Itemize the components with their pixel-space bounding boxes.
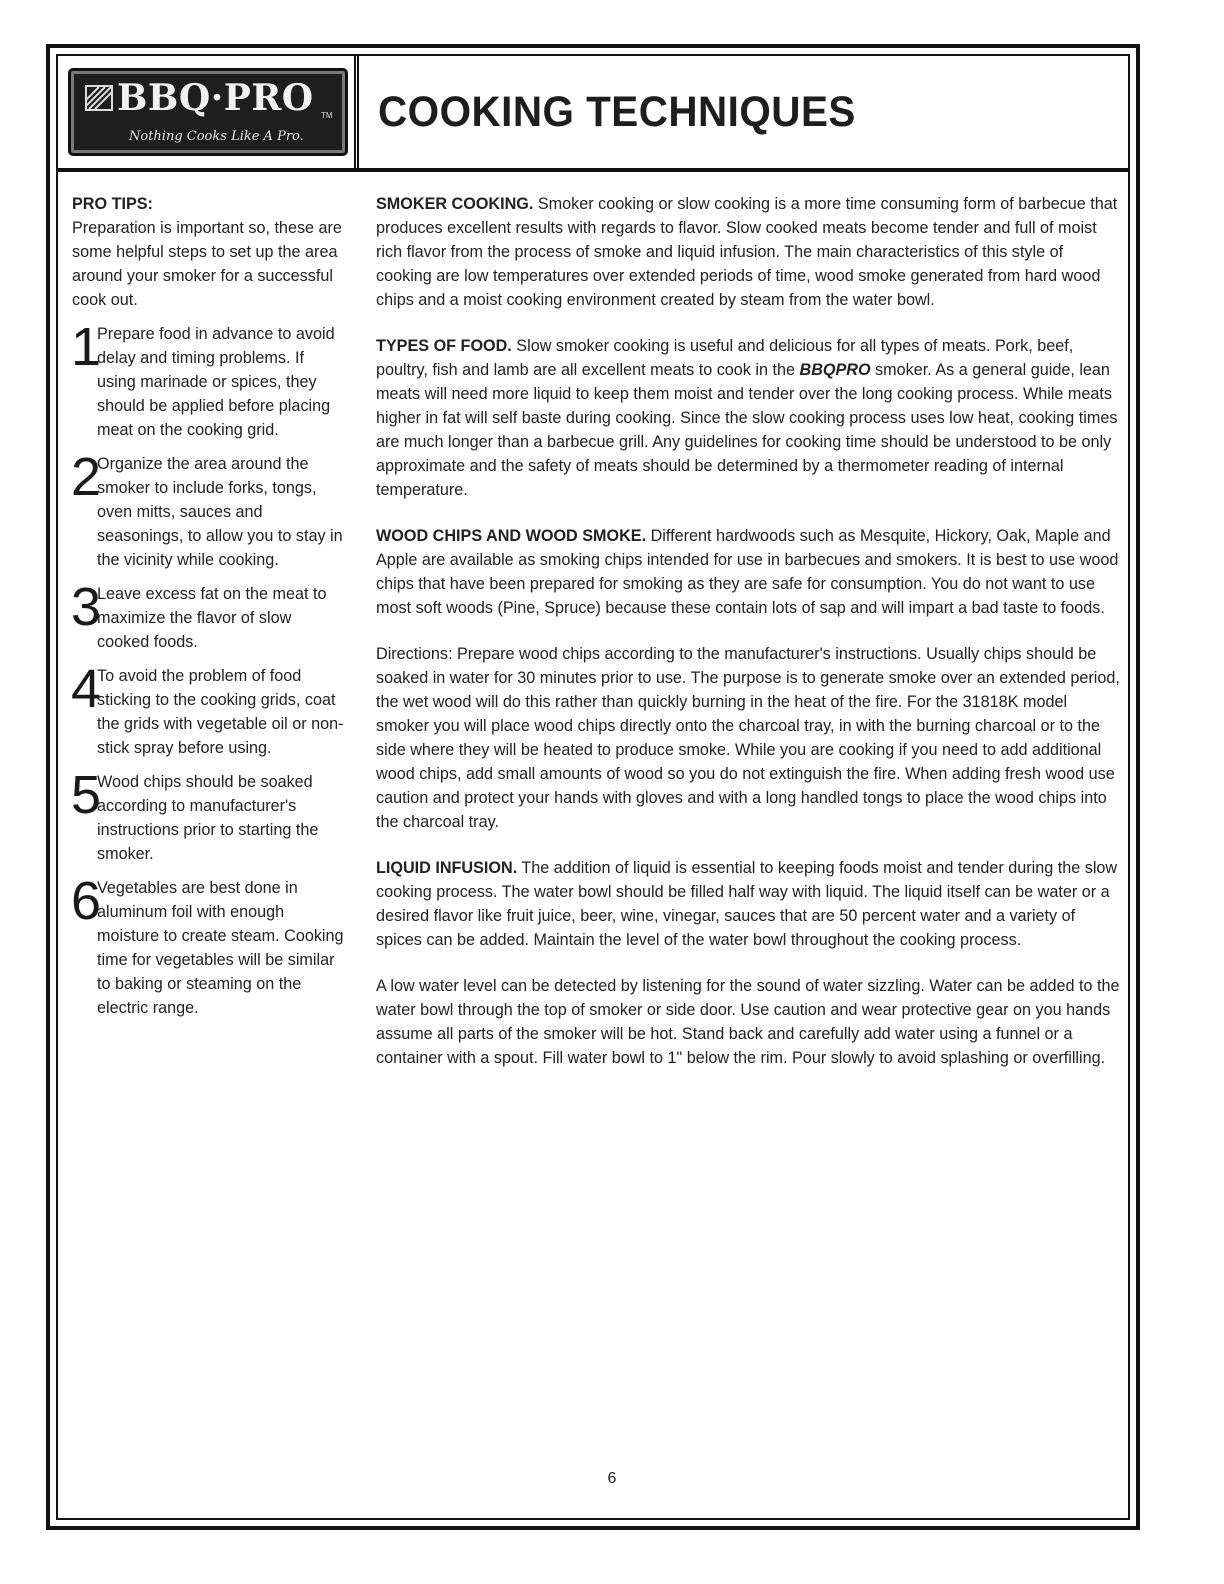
logo-wordmark: BBQ·PRO: [117, 77, 314, 119]
tip-item: [71, 871, 344, 1020]
wood-chips-section: [376, 524, 1122, 620]
pro-tips-intro: Preparation is important so, these are some helpful steps to set up the area around your smoker for a successful cook out.: [72, 219, 342, 309]
tip-item: [71, 659, 344, 760]
directions-paragraph: Directions: Prepare wood chips according to the manufacturer's instructions. Usually chips should be soaked in water for 30 minutes prior to use. The purpose is to generate smoke over an extended period, the wet wood will do this rather than quickly burning in the heat of the fire. For the 31818K model smoker you will place wood chips directly onto the charcoal tray, in with the burning charcoal or to the side where they will be heated to produce smoke. While you are cooking if you need to add additional wood chips, add small amounts of wood so you do not extinguish the fire. When adding fresh wood use caution and protect your hands with gloves and with a long handled tongs to place the wood chips into the charcoal tray.: [376, 645, 1120, 831]
tip-text: Prepare food in advance to avoid delay and timing problems. If using marinade or spices, they should be applied before placing meat on the cooking grid.: [97, 325, 335, 439]
tip-text: Organize the area around the smoker to include forks, tongs, oven mitts, sauces and seasonings, to allow you to stay in the vicinity while cooking.: [97, 455, 343, 569]
tip-item: [71, 765, 344, 866]
section-body-continued: smoker. As a general guide, lean meats will need more liquid to keep them moist and tender over the long cooking process. While meats higher in fat will self baste during cooking. Since the slow cooking process uses low heat, cooking times are much longer than a barbecue grill. Any guidelines for cooking time should be understood to be only approximate and the safety of meats should be determined by a thermometer reading of internal temperature.: [376, 361, 1118, 499]
logo-tagline: Nothing Cooks Like A Pro.: [129, 129, 304, 144]
tip-number: 4: [71, 659, 102, 719]
tip-number: 1: [71, 317, 102, 377]
tip-item: [71, 577, 344, 654]
section-body: Slow smoker cooking is useful and delicious for all types of meats. Pork, beef, poultry, fish and lamb are all excellent meats to cook in the: [376, 337, 1074, 379]
bbq-pro-logo: [68, 68, 348, 156]
section-title: LIQUID INFUSION.: [376, 859, 518, 877]
liquid-infusion-section: [376, 856, 1122, 952]
tip-number: 2: [71, 447, 102, 507]
header-divider: [354, 54, 359, 172]
tip-item: [71, 447, 344, 572]
pro-tips-panel: [72, 192, 344, 1020]
techniques-content: [376, 192, 1122, 1092]
brand-name: BBQPRO: [799, 361, 871, 379]
section-title: SMOKER COOKING.: [376, 195, 534, 213]
low-water-paragraph: A low water level can be detected by listening for the sound of water sizzling. Water can be added to the water bowl through the top of smoker or side door. Use caution and wear protective gear on you hands assume all parts of the smoker will be hot. Stand back and carefully add water using a funnel or a container with a spout. Fill water bowl to 1" below the rim. Pour slowly to avoid splashing or overfilling.: [376, 977, 1120, 1067]
section-title: WOOD CHIPS AND WOOD SMOKE.: [376, 527, 647, 545]
types-of-food-section: [376, 334, 1122, 502]
tip-number: 6: [71, 871, 102, 931]
tip-number: 5: [71, 765, 102, 825]
tip-text: Leave excess fat on the meat to maximize the flavor of slow cooked foods.: [97, 585, 327, 651]
section-body: The addition of liquid is essential to keeping foods moist and tender during the slow cooking process. The water bowl should be filled half way with liquid. The liquid itself can be water or a desired flavor like fruit juice, beer, wine, vinegar, sauces that are 50 percent water and a variety of spices can be added. Maintain the level of the water bowl throughout the cooking process.: [376, 859, 1118, 949]
section-body: Different hardwoods such as Mesquite, Hickory, Oak, Maple and Apple are available as smoking chips intended for use in barbecues and smokers. It is best to use wood chips that have been prepared for smoking as they are safe for consumption. You do not want to use most soft woods (Pine, Spruce) because these contain lots of sap and will impart a bad taste to foods.: [376, 527, 1119, 617]
tip-text: Wood chips should be soaked according to manufacturer's instructions prior to starting the smoker.: [97, 773, 319, 863]
header-rule: [56, 168, 1130, 172]
pro-tips-heading: PRO TIPS:: [72, 195, 153, 213]
logo-stripes-icon: [85, 85, 113, 111]
tip-text: To avoid the problem of food sticking to the cooking grids, coat the grids with vegetable oil or non-stick spray before using.: [97, 667, 344, 757]
page-title: COOKING TECHNIQUES: [378, 88, 856, 136]
tip-item: [71, 317, 344, 442]
smoker-cooking-section: [376, 192, 1122, 312]
section-title: TYPES OF FOOD.: [376, 337, 512, 355]
tip-number: 3: [71, 577, 102, 637]
tip-text: Vegetables are best done in aluminum foil with enough moisture to create steam. Cooking time for vegetables will be similar to baking or steaming on the electric range.: [97, 879, 344, 1017]
logo-trademark: TM: [321, 111, 333, 120]
section-body: Smoker cooking or slow cooking is a more time consuming form of barbecue that produces excellent results with regards to flavor. Slow cooked meats become tender and full of moist rich flavor from the process of smoke and liquid infusion. The main characteristics of this style of cooking are low temperatures over extended periods of time, wood smoke generated from hard wood chips and a moist cooking environment created by steam from the water bowl.: [376, 195, 1118, 309]
page-header: [56, 54, 1130, 172]
page-number: 6: [607, 1470, 617, 1487]
